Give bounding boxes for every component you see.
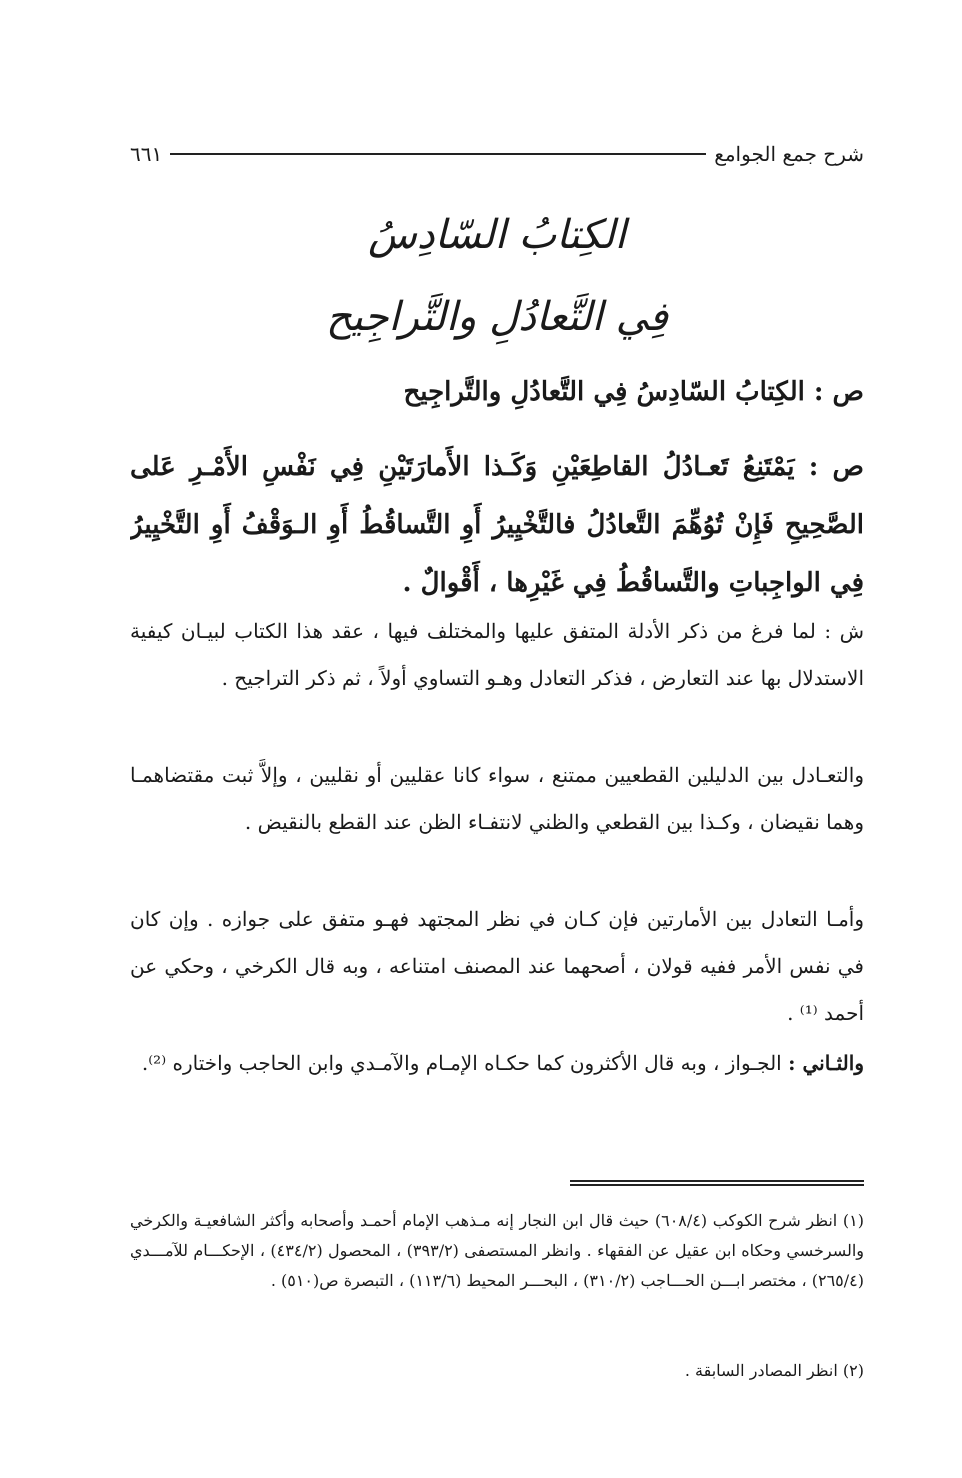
page-number: ٦٦١ [130, 142, 163, 166]
commentary-paragraph-3: وأمـا التعادل بين الأمارتين فإن كـان في نظر المجتهد فهـو متفق على جوازه . وإن كان في نفس الأمر ففيه قولان ، أصحهما عند المصنف امتناعه ، وبه قال الكرخي ، وحكي عن أحمد ⁽¹⁾ . [130, 907, 864, 1025]
paragraph-text: الجـواز ، وبه قال الأكثرون كما حكـاه الإمـام والآمـدي وابن الحاجب واختاره ⁽²⁾. [141, 1051, 789, 1075]
running-header [130, 138, 864, 170]
paragraph-lead: والثـاني : [788, 1051, 864, 1075]
document-page [130, 0, 864, 1478]
header-rule [170, 153, 706, 155]
book-title: الكِتابُ السّادِسُ [368, 212, 626, 258]
book-subtitle: فِي التَّعادُلِ والتَّراجِيح [325, 294, 669, 340]
matn-heading: ص : الكِتابُ السّادِسُ فِي التَّعادُلِ والتَّراجِيح [403, 377, 864, 407]
commentary-paragraph-4 [130, 1040, 864, 1136]
footnote-2: (٢) انظر المصادر السابقة . [684, 1361, 864, 1380]
footnote-separator [570, 1180, 864, 1186]
commentary-paragraph-2: والتعـادل بين الدليلين القطعيين ممتنع ، سواء كانا عقليين أو نقليين ، وإلاَّ ثبت مقتضاهمـا وهما نقيضان ، وكـذا بين القطعي والظني لانتفـاء الظن عند القطع بالنقيض . [130, 763, 864, 834]
commentary-paragraph-1: ش : لما فرغ من ذكر الأدلة المتفق عليها والمختلف فيها ، عقد هذا الكتاب لبيـان كيفية الاستدلال بها عند التعارض ، فذكر التعادل وهـو التساوي أولاً ، ثم ذكر التراجيح . [130, 619, 864, 690]
matn-body: ص : يَمْتَنِعُ تَعـادُلُ القاطِعَيْنِ وَكَـذا الأَمارَتَيْنِ فِي نَفْسِ الأَمْـرِ عَلى الصَّحِيحِ فَإِنْ تُوُهِّمَ التَّعادُلُ فالتَّخْيِيرُ أَوِ التَّساقُطُ أَوِ الـوَقْفُ أَوِ التَّخْيِيرُ فِي الواجِباتِ والتَّساقُطُ فِي غَيْرِها ، أَقْوالٌ . [130, 452, 864, 598]
running-title: شرح جمع الجوامع [714, 142, 864, 166]
footnote-1: (١) انظر شرح الكوكب (٦٠٨/٤) حيث قال ابن النجار إنه مـذهب الإمام أحمـد وأصحابه وأكثر الشافعيـة والكرخي والسرخسي وحكاه ابن عقيل عن الفقهاء . وانظر المستصفى (٣٩٣/٢) ، المحصول (٤٣٤/٢) ، الإحكـــام للآمـــدي (٢٦٥/٤) ، مختصر ابـــن الحـــاجب (٣١٠/٢) ، البحـــر المحيط (١١٣/٦) ، التبصرة ص(٥١٠) . [130, 1211, 864, 1290]
